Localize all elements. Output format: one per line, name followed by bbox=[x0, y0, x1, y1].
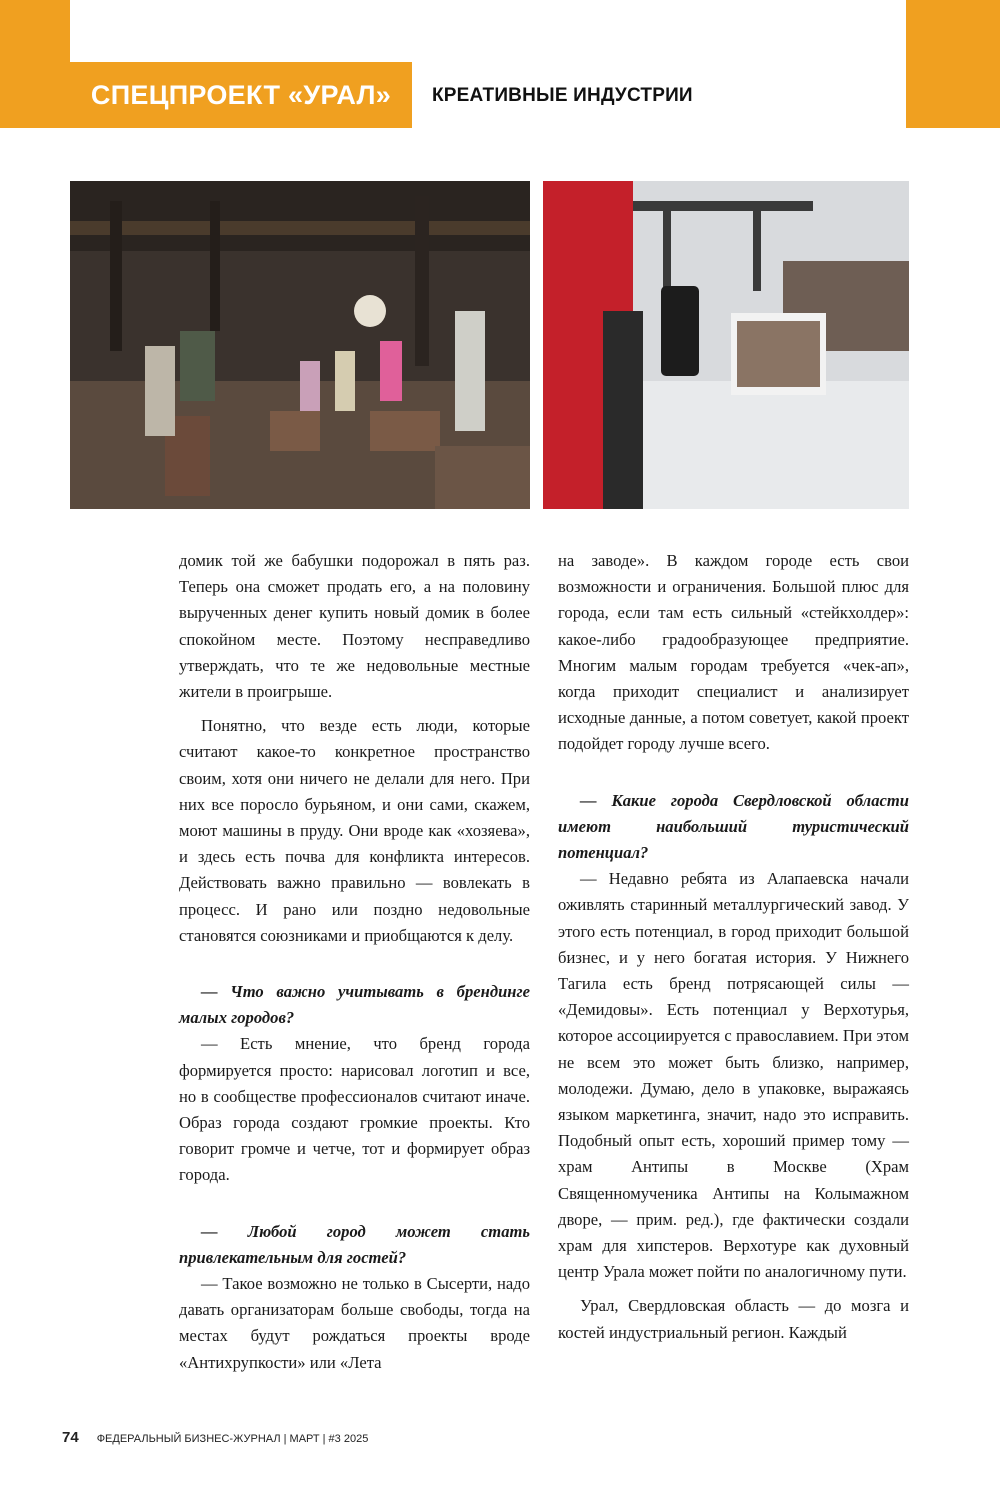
article-paragraph: домик той же бабушки подорожал в пять раз. Теперь она сможет продать его, а на половину вырученных денег купить новый домик в более спокойном месте. Поэтому несправедливо утверждать, что те же недовольные местные жители в проигрыше. bbox=[179, 551, 530, 702]
section-title: КРЕАТИВНЫЕ ИНДУСТРИИ bbox=[432, 85, 693, 106]
article-paragraph: Понятно, что везде есть люди, которые считают какое-то конкретное пространство своим, хотя они ничего не делали для него. При них все поросло бурьяном, и они сами, скажем, моют машины в пруду. Они вроде как «хозяева», и здесь есть почва для конфликта интересов. Действовать важно правильно — вовлекать в процесс. И рано или поздно недовольные становятся союзниками и приобщаются к делу. bbox=[179, 716, 530, 945]
article-paragraph: — Такое возможно не только в Сысерти, надо давать организаторам больше свободы, тогда на местах будут рождаться проекты вроде «Антихрупкости» или «Лета bbox=[179, 1274, 530, 1372]
interview-question: — Что важно учитывать в брендинге малых городов? bbox=[179, 982, 530, 1028]
interview-question: — Какие города Свердловской области имеют наибольший туристический потенциал? bbox=[558, 790, 909, 863]
page-footer bbox=[62, 1429, 368, 1446]
smartphone-photo bbox=[543, 181, 909, 509]
article-paragraph: Урал, Свердловская область — до мозга и костей индустриальный регион. Каждый bbox=[558, 1296, 909, 1342]
article-column-left bbox=[179, 548, 530, 1376]
interview-question: — Любой город может стать привлекательным для гостей? bbox=[179, 1221, 530, 1267]
article-paragraph: на заводе». В каждом городе есть свои возможности и ограничения. Большой плюс для города, если там есть сильный «стейкхолдер»: какое-либо градообразующее предприятие. Многим малым городам требуется «чек-ап», когда приходит специалист и анализирует исходные данные, а потом советует, какой проект подойдет городу лучше всего. bbox=[558, 551, 909, 754]
factory-group-photo bbox=[70, 181, 530, 509]
page-number: 74 bbox=[62, 1429, 79, 1446]
article-column-right bbox=[558, 548, 909, 1346]
publication-info: ФЕДЕРАЛЬНЫЙ БИЗНЕС-ЖУРНАЛ | МАРТ | #3 2025 bbox=[96, 1433, 369, 1445]
special-project-label: СПЕЦПРОЕКТ «УРАЛ» bbox=[70, 62, 412, 128]
article-paragraph: — Недавно ребята из Алапаевска начали оживлять старинный металлургический завод. У этого есть потенциал, в город приходит большой бизнес, и у него богатая история. У Нижнего Тагила есть бренд потрясающей силы — «Демидовы». Есть потенциал у Верхотурья, которое ассоциируется с православием. При этом не всем это может быть близко, например, молодежи. Думаю, дело в упаковке, выражаясь языком маркетинга, значит, надо это исправить. Подобный опыт есть, хороший пример тому — храм Антипы в Москве (Храм Священномученика Антипы на Колымажном дворе, — прим. ред.), где фактически создали храм для хипстеров. Верхотуре как духовный центр Урала может пойти по аналогичному пути. bbox=[558, 869, 909, 1282]
article-paragraph: — Есть мнение, что бренд города формируется просто: нарисовал логотип и все, но в сообществе профессионалов считают иначе. Образ города создают громкие проекты. Кто говорит громче и четче, тот и формирует образ города. bbox=[179, 1034, 530, 1185]
accent-tab-right bbox=[906, 0, 1000, 128]
accent-tab-left bbox=[0, 0, 70, 128]
